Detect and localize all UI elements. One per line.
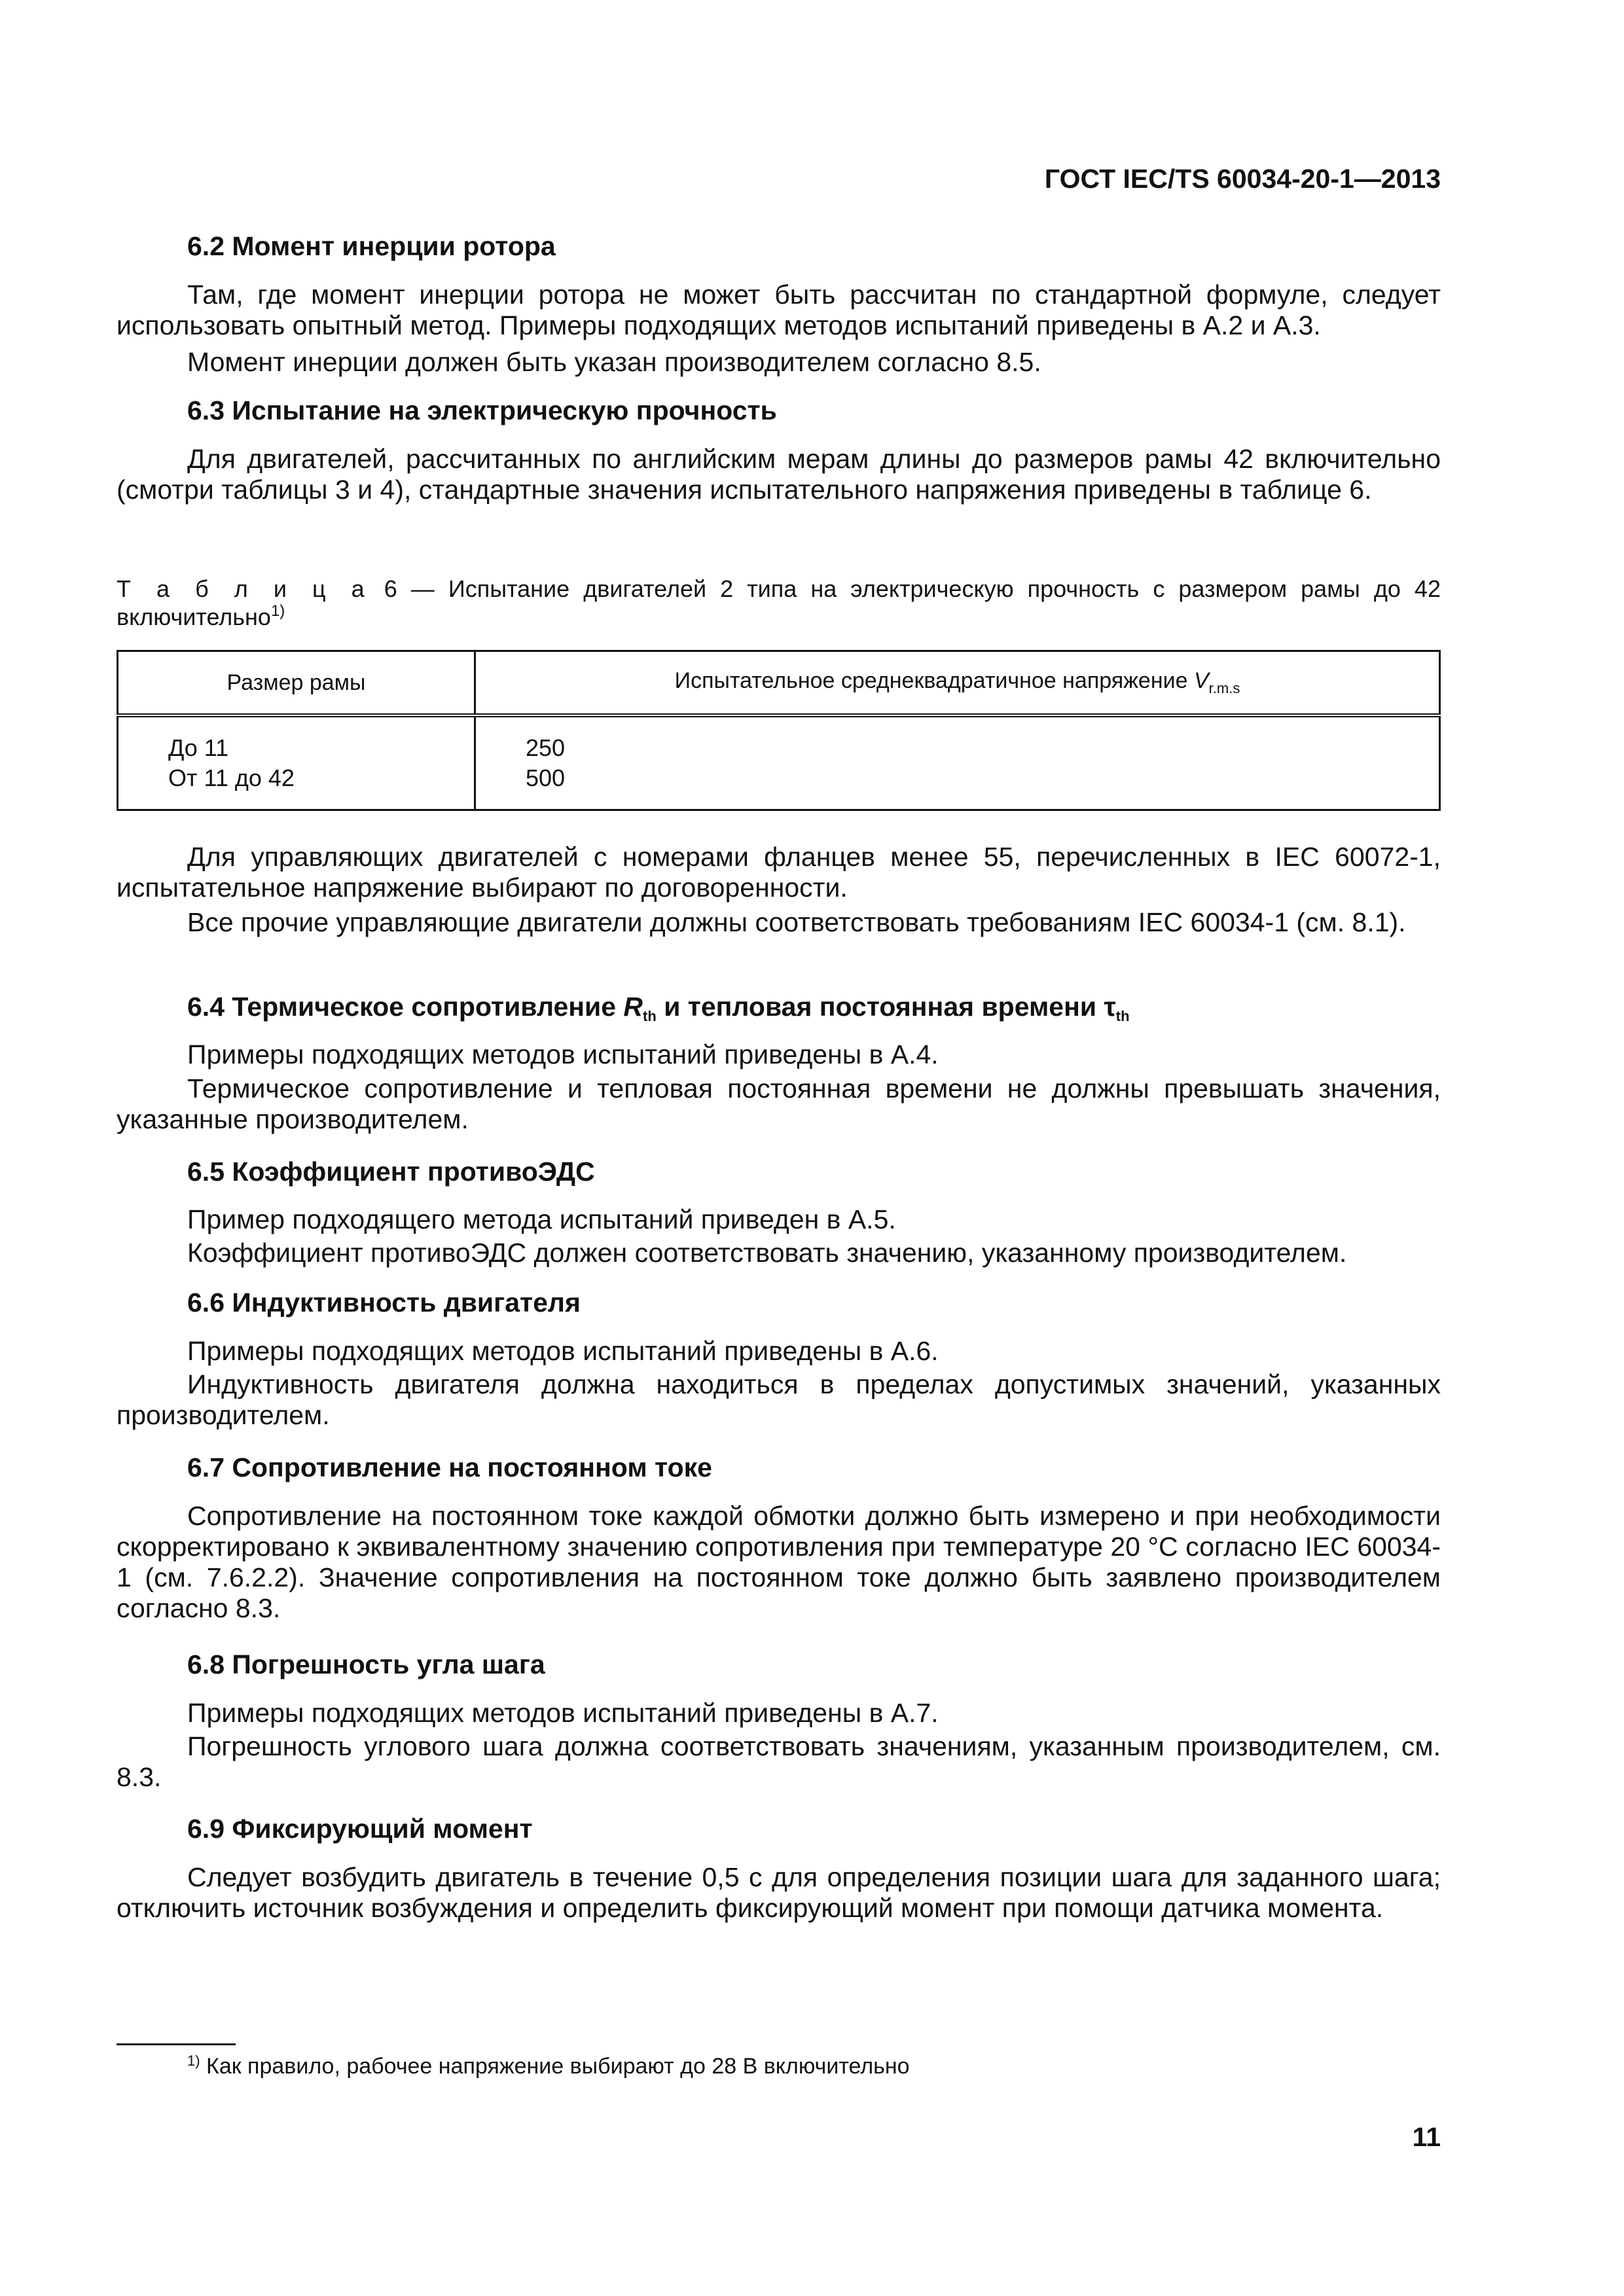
- symbol-subscript: th: [643, 1008, 657, 1024]
- table-header-row: [118, 651, 1440, 716]
- table-number: 6: [384, 575, 397, 602]
- section-6-3-paragraph-3: [117, 907, 1441, 938]
- section-6-7-heading: 6.7 Сопротивление на постоянном токе: [187, 1452, 712, 1482]
- frame-size-value: До 11: [168, 734, 229, 761]
- section-6-9-heading: 6.9 Фиксирующий момент: [187, 1814, 533, 1844]
- paragraph-text: Пример подходящего метода испытаний приведен в А.5.: [187, 1204, 896, 1234]
- header-subscript: r.m.s: [1208, 680, 1240, 696]
- frame-size-value: От 11 до 42: [168, 764, 295, 791]
- footnote-mark: 1): [187, 2053, 200, 2069]
- section-6-6-paragraph-1: [117, 1336, 1441, 1367]
- section-6-8-heading: 6.8 Погрешность угла шага: [187, 1649, 545, 1679]
- paragraph-text: Индуктивность двигателя должна находиться в пределах допустимых значений, указанных производителем.: [117, 1369, 1441, 1430]
- section-6-4-paragraph-2: [117, 1073, 1441, 1135]
- section-6-3-heading: 6.3 Испытание на электрическую прочность: [187, 395, 777, 425]
- section-6-3-paragraph-1: [117, 444, 1441, 505]
- paragraph-text: Коэффициент противоЭДС должен соответствовать значению, указанному производителем.: [187, 1238, 1347, 1268]
- paragraph-text: Там, где момент инерции ротора не может быть рассчитан по стандартной формуле, следует использовать опытный метод. Примеры подходящих методов испытаний приведены в А.2 и А.3.: [117, 279, 1441, 340]
- table-row: [118, 715, 1440, 810]
- header-text: Испытательное среднеквадратичное напряжение: [674, 668, 1188, 693]
- test-voltage-value: 250: [526, 734, 566, 761]
- test-voltage-value: 500: [526, 764, 566, 791]
- paragraph-text: Сопротивление на постоянном токе каждой обмотки должно быть измерено и при необходимости скорректировано к эквивалентному значению сопротивления при температуре 20 °С согласно IEC 60034-1 (см. 7.6.2.2). Значение сопротивления на постоянном токе должно быть заявлено производителем согласно 8.3.: [117, 1501, 1441, 1623]
- paragraph-text: Термическое сопротивление и тепловая постоянная времени не должны превышать значения, указанные производителем.: [117, 1073, 1441, 1134]
- section-6-2-paragraph-1: [117, 279, 1441, 341]
- section-6-6-paragraph-2: [117, 1369, 1441, 1431]
- symbol-subscript: th: [1115, 1008, 1130, 1024]
- column-header-test-voltage: [475, 651, 1440, 716]
- section-6-5-heading: 6.5 Коэффициент противоЭДС: [187, 1157, 595, 1187]
- symbol-r: R: [623, 992, 643, 1022]
- column-header-frame-size: Размер рамы: [118, 651, 475, 716]
- section-6-5-paragraph-2: [117, 1238, 1441, 1268]
- section-6-4-heading: [187, 991, 1130, 1032]
- page-number: 11: [1412, 2122, 1441, 2152]
- footnote-separator: [117, 2043, 236, 2045]
- document-page: [117, 0, 1441, 2296]
- paragraph-text: Все прочие управляющие двигатели должны соответствовать требованиям IEC 60034-1 (см. 8.1).: [187, 907, 1406, 937]
- paragraph-text: Следует возбудить двигатель в течение 0,5 с для определения позиции шага для заданного шага; отключить источник возбуждения и определить фиксирующий момент при помощи датчика момента.: [117, 1862, 1441, 1923]
- section-6-5-paragraph-1: [117, 1204, 1441, 1235]
- footnote-text: Как правило, рабочее напряжение выбирают до 28 В включительно: [206, 2054, 910, 2079]
- table-label: Т а б л и ц а: [117, 575, 370, 602]
- section-6-2-heading: 6.2 Момент инерции ротора: [187, 231, 556, 261]
- section-6-3-paragraph-2: [117, 842, 1441, 903]
- document-header: ГОСТ IEC/TS 60034-20-1—2013: [1044, 164, 1441, 194]
- heading-text: 6.4 Термическое сопротивление: [187, 992, 624, 1022]
- section-6-2-paragraph-2: [117, 347, 1441, 378]
- table-caption-text: — Испытание двигателей 2 типа на электрическую прочность с размером рамы до 42 включительно: [117, 575, 1441, 630]
- paragraph-text: Момент инерции должен быть указан производителем согласно 8.5.: [187, 347, 1041, 377]
- section-6-7-paragraph-1: [117, 1501, 1441, 1624]
- footnote-reference: 1): [270, 602, 285, 620]
- header-symbol: V: [1193, 668, 1209, 693]
- section-6-4-paragraph-1: [117, 1039, 1441, 1070]
- heading-text: и тепловая постоянная времени: [656, 992, 1104, 1022]
- section-6-6-heading: 6.6 Индуктивность двигателя: [187, 1287, 581, 1318]
- frame-size-cell: [118, 715, 475, 810]
- footnote: [187, 2054, 910, 2079]
- paragraph-text: Для двигателей, рассчитанных по английским мерам длины до размеров рамы 42 включительно (смотри таблицы 3 и 4), стандартные значения испытательного напряжения приведены в таблице 6.: [117, 444, 1441, 505]
- section-6-8-paragraph-1: [117, 1698, 1441, 1729]
- paragraph-text: Примеры подходящих методов испытаний приведены в А.4.: [187, 1039, 939, 1069]
- symbol-tau: τ: [1104, 992, 1116, 1022]
- paragraph-text: Погрешность углового шага должна соответствовать значениям, указанным производителем, см. 8.3.: [117, 1731, 1441, 1792]
- paragraph-text: Примеры подходящих методов испытаний приведены в А.7.: [187, 1698, 939, 1728]
- test-voltage-cell: [475, 715, 1440, 810]
- table-6: [117, 650, 1441, 811]
- table-6-caption: [117, 575, 1441, 631]
- section-6-8-paragraph-2: [117, 1731, 1441, 1793]
- paragraph-text: Для управляющих двигателей с номерами фланцев менее 55, перечисленных в IEC 60072-1, испытательное напряжение выбирают по договоренности.: [117, 842, 1441, 903]
- paragraph-text: Примеры подходящих методов испытаний приведены в А.6.: [187, 1336, 939, 1366]
- section-6-9-paragraph-1: [117, 1862, 1441, 1924]
